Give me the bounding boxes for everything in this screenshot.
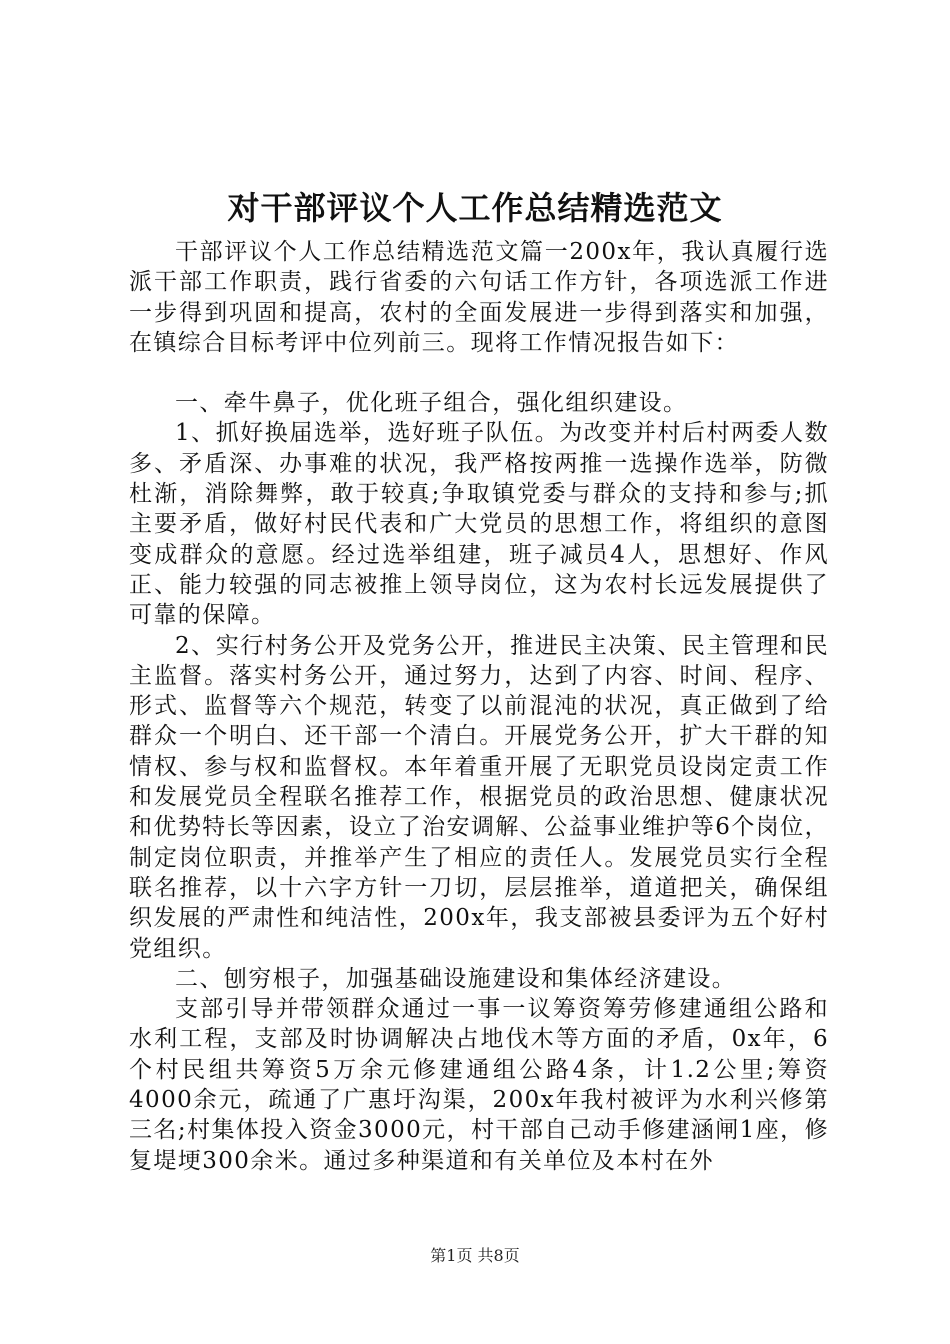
document-title: 对干部评议个人工作总结精选范文 <box>227 189 723 227</box>
paragraph-1-2: 2、实行村务公开及党务公开，推进民主决策、民主管理和民主监督。落实村务公开，通过努力，达到了内容、时间、程序、形式、监督等六个规范，转变了以前混沌的状况，真正做到了给群众一个明白、还干部一个清白。开展党务公开，扩大干群的知情权、参与权和监督权。本年着重开展了无职党员设岗定责工作和发展党员全程联名推荐工作，根据党员的政治思想、健康状况和优势特长等因素，设立了治安调解、公益事业维护等6个岗位，制定岗位职责，并推举产生了相应的责任人。发展党员实行全程联名推荐，以十六字方针一刀切，层层推举，道道把关，确保组织发展的严肃性和纯洁性，200x年，我支部被县委评为五个好村党组织。 <box>129 632 829 962</box>
document-body <box>129 237 829 1176</box>
paragraph-2-1: 支部引导并带领群众通过一事一议筹资筹劳修建通组公路和水利工程，支部及时协调解决占地伐木等方面的矛盾，0x年，6个村民组共筹资5万余元修建通组公路4条，计1.2公里;筹资4000余元，疏通了广惠圩沟渠，200x年我村被评为水利兴修第三名;村集体投入资金3000元，村干部自己动手修建涵闸1座，修复堤埂300余米。通过多种渠道和有关单位及本村在外 <box>129 996 829 1174</box>
paragraph-intro: 干部评议个人工作总结精选范文篇一200x年，我认真履行选派干部工作职责，践行省委的六句话工作方针，各项选派工作进一步得到巩固和提高，农村的全面发展进一步得到落实和加强，在镇综合目标考评中位列前三。现将工作情况报告如下： <box>129 239 829 356</box>
section-heading-2: 二、刨穷根子，加强基础设施建设和集体经济建设。 <box>175 965 737 992</box>
section-heading-1: 一、牵牛鼻子，优化班子组合，强化组织建设。 <box>175 390 688 417</box>
page-footer: 第1页 共8页 <box>430 1246 520 1265</box>
paragraph-1-1: 1、抓好换届选举，选好班子队伍。为改变并村后村两委人数多、矛盾深、办事难的状况，我严格按两推一选操作选举，防微杜渐，消除舞弊，敢于较真;争取镇党委与群众的支持和参与;抓主要矛盾，做好村民代表和广大党员的思想工作，将组织的意图变成群众的意愿。经过选举组建，班子减员4人，思想好、作风正、能力较强的同志被推上领导岗位，这为农村长远发展提供了可靠的保障。 <box>129 420 829 629</box>
